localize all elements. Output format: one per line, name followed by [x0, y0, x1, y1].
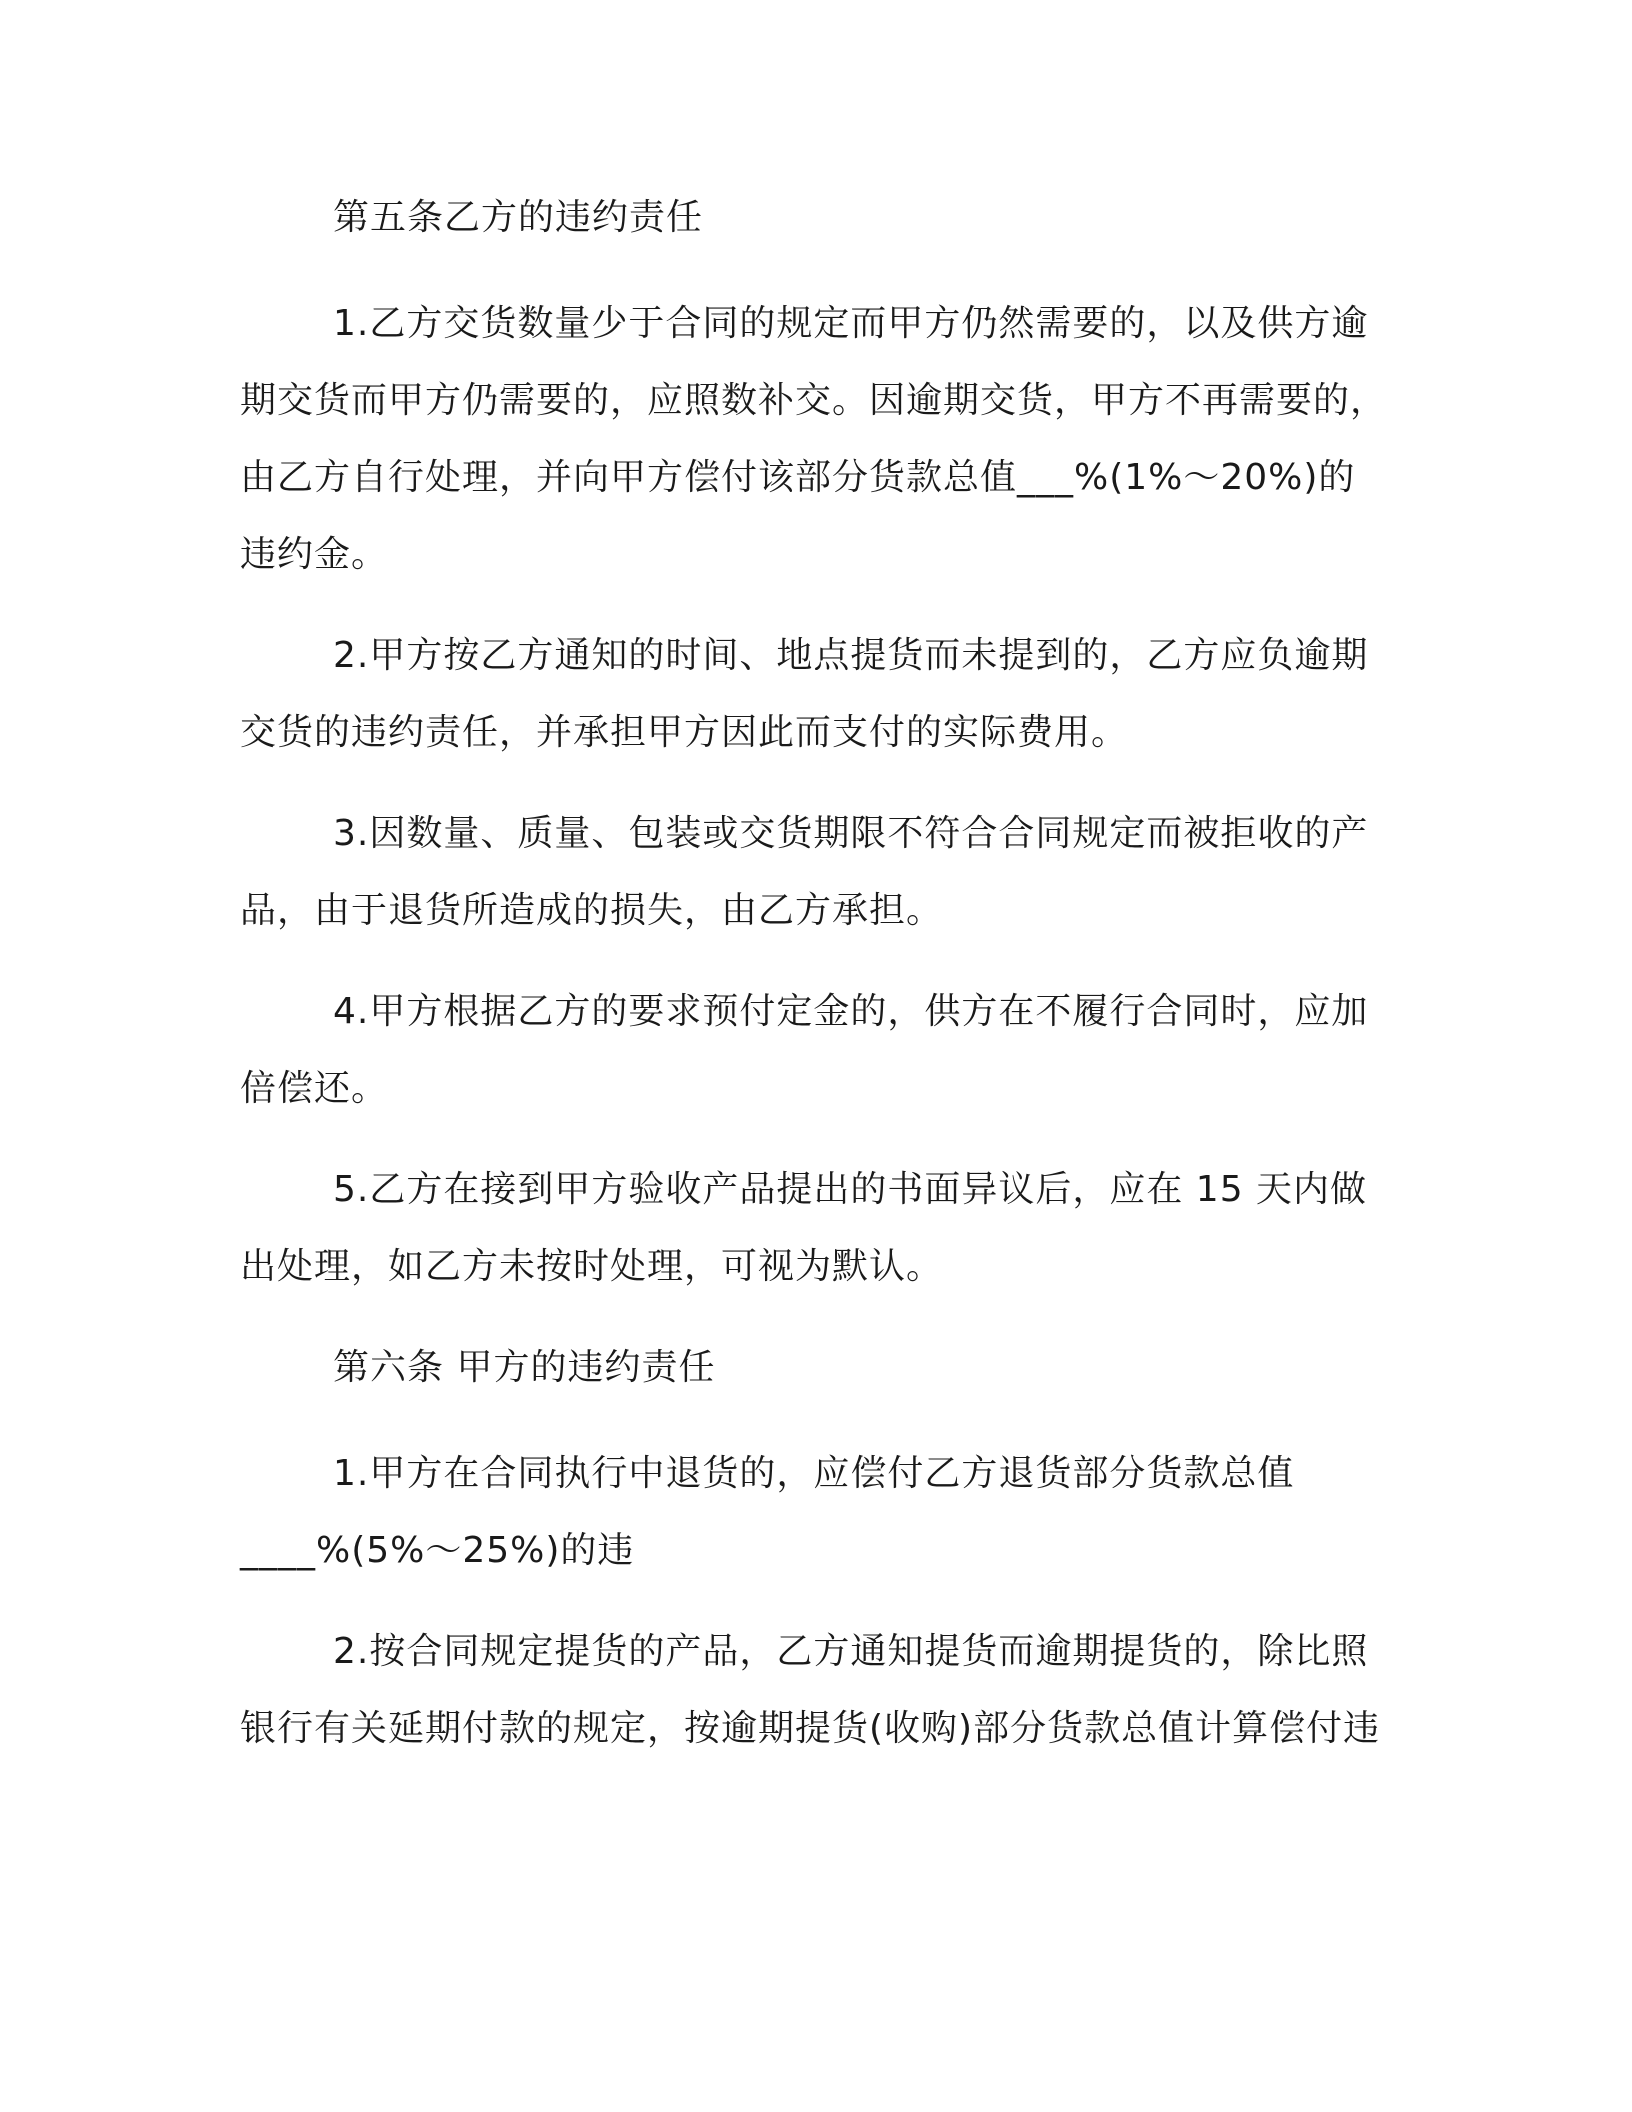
clause-line: 1.乙方交货数量少于合同的规定而甲方仍然需要的，以及供方逾 — [333, 303, 1369, 344]
clause-line: 交货的违约责任，并承担甲方因此而支付的实际费用。 — [240, 712, 1129, 753]
clause-line: ____%(5%～25%)的违 — [240, 1530, 635, 1571]
clause-line: 2.按合同规定提货的产品，乙方通知提货而逾期提货的，除比照 — [333, 1631, 1369, 1672]
section-heading-5: 第五条乙方的违约责任 — [333, 197, 704, 238]
clause-line: 倍偿还。 — [240, 1068, 389, 1109]
clause-line: 品，由于退货所造成的损失，由乙方承担。 — [240, 890, 944, 931]
clause-line: 期交货而甲方仍需要的，应照数补交。因逾期交货，甲方不再需要的， — [240, 380, 1388, 421]
clause-line: 3.因数量、质量、包装或交货期限不符合合同规定而被拒收的产 — [333, 813, 1369, 854]
clause-line: 1.甲方在合同执行中退货的，应偿付乙方退货部分货款总值 — [333, 1453, 1295, 1494]
clause-line: 由乙方自行处理，并向甲方偿付该部分货款总值___%(1%～20%)的 — [240, 457, 1356, 498]
clause-line: 出处理，如乙方未按时处理，可视为默认。 — [240, 1246, 944, 1287]
section-heading-6: 第六条 甲方的违约责任 — [333, 1347, 716, 1388]
clause-line: 2.甲方按乙方通知的时间、地点提货而未提到的，乙方应负逾期 — [333, 635, 1369, 676]
clause-line: 银行有关延期付款的规定，按逾期提货(收购)部分货款总值计算偿付违 — [240, 1708, 1381, 1749]
clause-line: 违约金。 — [240, 534, 389, 575]
clause-line: 5.乙方在接到甲方验收产品提出的书面异议后，应在 15 天内做 — [333, 1169, 1368, 1210]
clause-line: 4.甲方根据乙方的要求预付定金的，供方在不履行合同时，应加 — [333, 991, 1369, 1032]
